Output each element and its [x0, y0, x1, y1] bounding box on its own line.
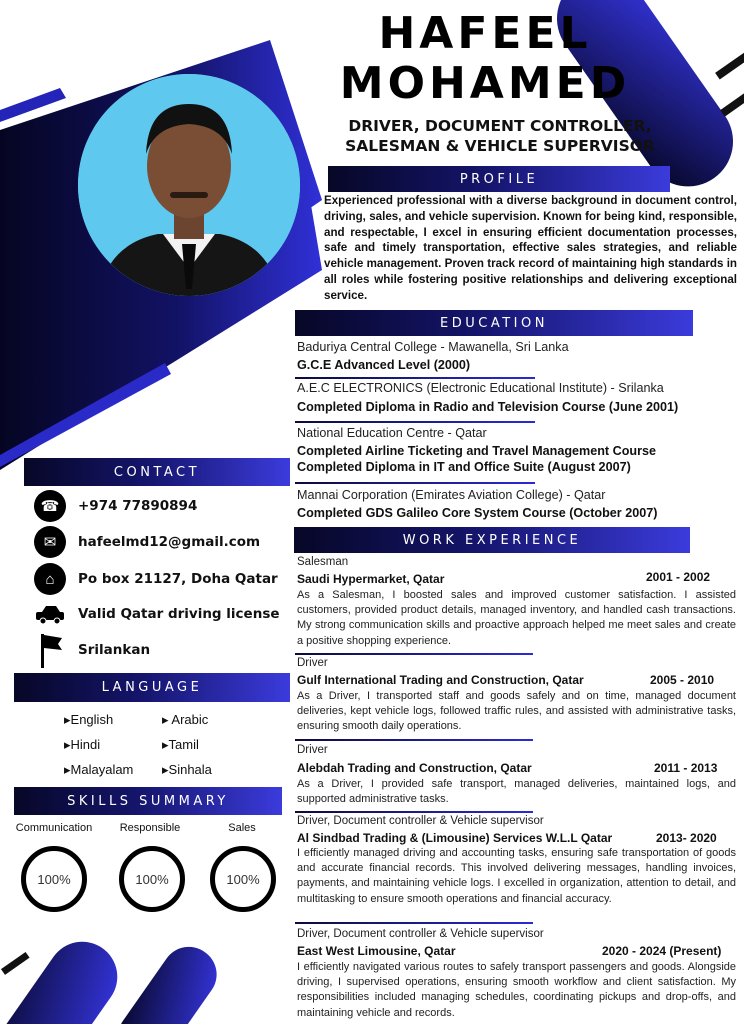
email-icon: ✉	[34, 526, 66, 558]
job-years-3: 2011 - 2013	[654, 761, 718, 775]
job-years-2: 2005 - 2010	[650, 673, 715, 687]
edu-institution-2: A.E.C ELECTRONICS (Electronic Educational Institute) - Srilanka	[297, 381, 664, 395]
phone-icon: ☎	[34, 490, 66, 522]
job-desc-4: I efficiently managed driving and accounting tasks, ensuring safe transportation of goods and accurate financial records. This involved delivering messages, handling invoices, payments, and maintaining vehicle logs. I excelled in organization, attention to detail, and multitasking to ensure smooth operations and financial accuracy.	[297, 847, 736, 905]
job-years-4: 2013- 2020	[656, 831, 717, 845]
home-icon: ⌂	[34, 563, 66, 595]
edu-degree-4: Completed GDS Galileo Core System Course (October 2007)	[297, 506, 658, 520]
job-title-line2: SALESMAN & VEHICLE SUPERVISOR	[345, 137, 655, 155]
email-text: hafeelmd12@gmail.com	[78, 534, 261, 550]
contact-email	[34, 526, 260, 558]
language-item: ▸Sinhala	[162, 762, 212, 777]
job-years-1: 2001 - 2002	[646, 570, 711, 584]
job-company-5: East West Limousine, Qatar	[297, 944, 456, 958]
divider	[295, 922, 533, 924]
skills-heading: SKILLS SUMMARY	[14, 787, 282, 815]
divider	[295, 739, 533, 741]
job-role-1: Salesman	[297, 556, 349, 568]
profile-text: Experienced professional with a diverse background in document control, driving, sales, and vehicle supervision. Known for being kind, responsible, and respectable, I excel in ensuring efficient documentation processes, safe and timely transportation, effective sales strategies, and reliable vehicle management. Proven track record of maintaining high standards in all roles while fostering positive relationships and delivering exceptional service.	[324, 194, 737, 302]
language-item: ▸English	[64, 712, 114, 727]
job-desc-3: As a Driver, I provided safe transport, managed deliveries, maintained logs, and supported administrative tasks.	[297, 778, 736, 806]
contact-address	[34, 563, 278, 595]
job-title-line1: DRIVER, DOCUMENT CONTROLLER,	[348, 117, 652, 135]
job-role-5: Driver, Document controller & Vehicle supervisor	[297, 928, 544, 940]
profile-heading: PROFILE	[328, 166, 670, 192]
contact-license	[34, 598, 280, 630]
skill-label-responsible: Responsible	[119, 822, 181, 834]
job-desc-1: As a Salesman, I boosted sales and improved customer satisfaction. I assisted customers, provided product details, managed inventory, and handled cash transactions. My strong communication skills and proactive approach helped me meet sales and create a positive shopping experience.	[297, 589, 736, 647]
language-item: ▸ Arabic	[162, 712, 209, 727]
divider	[295, 421, 535, 423]
skill-ring-communication: 100%	[21, 846, 87, 912]
edu-institution-3: National Education Centre - Qatar	[297, 426, 487, 440]
job-company-1: Saudi Hypermarket, Qatar	[297, 572, 445, 586]
bottom-left-stripe	[1, 952, 30, 975]
language-item: ▸Malayalam	[64, 762, 134, 777]
language-item: ▸Tamil	[162, 737, 199, 752]
job-company-4: Al Sindbad Trading & (Limousine) Services W.L.L Qatar	[297, 831, 613, 845]
skill-ring-responsible: 100%	[119, 846, 185, 912]
job-role-2: Driver	[297, 657, 328, 669]
job-role-4: Driver, Document controller & Vehicle supervisor	[297, 815, 544, 827]
language-heading: LANGUAGE	[14, 673, 290, 702]
last-name: MOHAMED	[339, 58, 631, 109]
education-heading: EDUCATION	[295, 310, 693, 336]
divider	[295, 653, 533, 655]
job-company-2: Gulf International Trading and Construction, Qatar	[297, 673, 584, 687]
nationality-text: Srilankan	[78, 642, 151, 658]
flag-icon	[34, 632, 66, 668]
language-item: ▸Hindi	[64, 737, 101, 752]
first-name: HAFEEL	[378, 8, 592, 59]
contact-phone	[34, 490, 197, 522]
skill-label-sales: Sales	[228, 822, 256, 834]
edu-degree-2: Completed Diploma in Radio and Television Course (June 2001)	[297, 400, 679, 414]
license-text: Valid Qatar driving license	[78, 606, 280, 622]
divider	[295, 811, 533, 813]
bottom-left-pill-2	[108, 936, 228, 1024]
address-text: Po box 21127, Doha Qatar	[78, 571, 278, 587]
contact-heading: CONTACT	[24, 458, 290, 486]
job-years-5: 2020 - 2024 (Present)	[602, 944, 722, 958]
person-avatar-icon	[78, 74, 300, 296]
edu-degree-3b: Completed Diploma in IT and Office Suite (August 2007)	[297, 460, 631, 474]
phone-text: +974 77890894	[78, 498, 198, 514]
divider	[295, 377, 535, 379]
top-right-stripe-2	[720, 81, 744, 116]
edu-degree-3: Completed Airline Ticketing and Travel Management Course	[297, 444, 657, 458]
divider	[295, 482, 535, 484]
job-desc-2: As a Driver, I transported staff and goods safely and on time, managed document deliveries, kept vehicle logs, followed traffic rules, and assisted with administrative tasks, ensuring smooth daily operations.	[297, 690, 736, 733]
bottom-left-pill	[0, 928, 131, 1024]
edu-degree-1: G.C.E Advanced Level (2000)	[297, 358, 471, 372]
job-desc-5: I efficiently navigated various routes to safely transport passengers and goods. Alongside driving, I supervised operations, ensuring smooth workflow and client satisfaction. My responsibilities included managing schedules, coordinating pickups and drop-offs, and maintaining vehicle and records.	[297, 961, 736, 1019]
edu-institution-4: Mannai Corporation (Emirates Aviation College) - Qatar	[297, 488, 606, 502]
edu-institution-1: Baduriya Central College - Mawanella, Sri Lanka	[297, 340, 569, 354]
skill-label-communication: Communication	[15, 822, 93, 834]
skill-ring-sales: 100%	[210, 846, 276, 912]
car-icon	[34, 598, 66, 630]
contact-nationality	[34, 632, 150, 668]
job-company-3: Alebdah Trading and Construction, Qatar	[297, 761, 532, 775]
job-role-3: Driver	[297, 744, 328, 756]
top-right-stripe	[715, 39, 744, 80]
profile-photo	[78, 74, 300, 296]
work-heading: WORK EXPERIENCE	[294, 527, 690, 553]
